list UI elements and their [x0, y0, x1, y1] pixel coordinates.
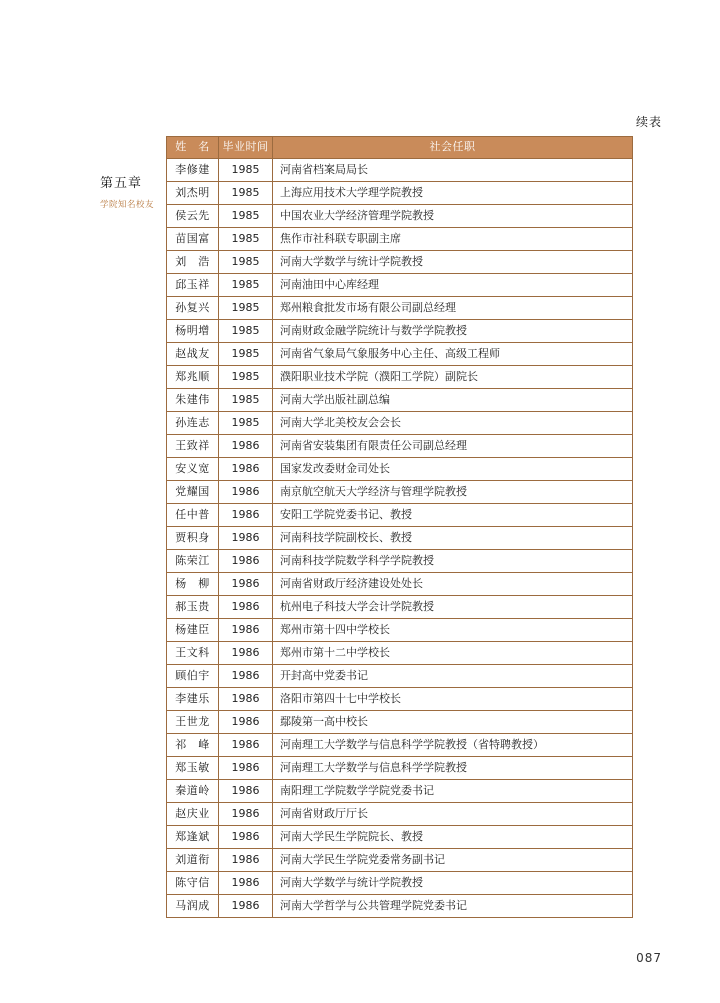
- cell-name: 孙连志: [167, 412, 219, 435]
- table-row: [167, 366, 633, 389]
- table-row: [167, 596, 633, 619]
- cell-graduation-year: 1986: [219, 803, 273, 826]
- cell-graduation-year: 1986: [219, 688, 273, 711]
- cell-position: 洛阳市第四十七中学校长: [273, 688, 633, 711]
- cell-position: 河南省档案局局长: [273, 159, 633, 182]
- page-number: 087: [636, 951, 662, 965]
- cell-graduation-year: 1986: [219, 504, 273, 527]
- cell-name: 朱建伟: [167, 389, 219, 412]
- cell-position: 河南省财政厅经济建设处处长: [273, 573, 633, 596]
- cell-name: 王世龙: [167, 711, 219, 734]
- cell-name: 侯云先: [167, 205, 219, 228]
- table-row: [167, 803, 633, 826]
- table-row: [167, 228, 633, 251]
- table-row: [167, 573, 633, 596]
- cell-graduation-year: 1986: [219, 573, 273, 596]
- cell-graduation-year: 1986: [219, 826, 273, 849]
- cell-graduation-year: 1986: [219, 711, 273, 734]
- cell-position: 河南大学民生学院党委常务副书记: [273, 849, 633, 872]
- cell-name: 苗国富: [167, 228, 219, 251]
- cell-graduation-year: 1986: [219, 435, 273, 458]
- cell-name: 安义宽: [167, 458, 219, 481]
- cell-name: 李修建: [167, 159, 219, 182]
- table-body: [167, 159, 633, 918]
- cell-position: 河南大学民生学院院长、教授: [273, 826, 633, 849]
- cell-position: 河南理工大学数学与信息科学学院教授: [273, 757, 633, 780]
- table-row: [167, 297, 633, 320]
- cell-name: 杨 柳: [167, 573, 219, 596]
- cell-name: 王文科: [167, 642, 219, 665]
- table-header-row: [167, 137, 633, 159]
- table-header: [167, 137, 633, 159]
- table-row: [167, 320, 633, 343]
- cell-name: 刘杰明: [167, 182, 219, 205]
- cell-name: 郑兆顺: [167, 366, 219, 389]
- cell-name: 任中普: [167, 504, 219, 527]
- cell-name: 郑逢斌: [167, 826, 219, 849]
- cell-graduation-year: 1986: [219, 665, 273, 688]
- cell-name: 孙复兴: [167, 297, 219, 320]
- cell-name: 祁 峰: [167, 734, 219, 757]
- table-row: [167, 780, 633, 803]
- cell-name: 郝玉贵: [167, 596, 219, 619]
- cell-position: 郑州市第十四中学校长: [273, 619, 633, 642]
- cell-name: 陈守信: [167, 872, 219, 895]
- column-header-graduation-year: 毕业时间: [219, 137, 273, 159]
- table-row: [167, 274, 633, 297]
- table-row: [167, 458, 633, 481]
- cell-graduation-year: 1986: [219, 734, 273, 757]
- cell-name: 党耀国: [167, 481, 219, 504]
- cell-position: 南京航空航天大学经济与管理学院教授: [273, 481, 633, 504]
- cell-graduation-year: 1986: [219, 527, 273, 550]
- table-row: [167, 849, 633, 872]
- cell-name: 李建乐: [167, 688, 219, 711]
- column-header-position: 社会任职: [273, 137, 633, 159]
- cell-position: 河南财政金融学院统计与数学学院教授: [273, 320, 633, 343]
- cell-position: 濮阳职业技术学院（濮阳工学院）副院长: [273, 366, 633, 389]
- cell-position: 河南大学数学与统计学院教授: [273, 872, 633, 895]
- table-row: [167, 412, 633, 435]
- table-row: [167, 895, 633, 918]
- cell-name: 秦道岭: [167, 780, 219, 803]
- table-row: [167, 435, 633, 458]
- chapter-subtitle: 学院知名校友: [100, 200, 155, 210]
- cell-position: 安阳工学院党委书记、教授: [273, 504, 633, 527]
- cell-graduation-year: 1986: [219, 849, 273, 872]
- cell-graduation-year: 1985: [219, 389, 273, 412]
- cell-position: 河南油田中心库经理: [273, 274, 633, 297]
- table-row: [167, 711, 633, 734]
- cell-graduation-year: 1985: [219, 205, 273, 228]
- cell-position: 河南大学哲学与公共管理学院党委书记: [273, 895, 633, 918]
- cell-graduation-year: 1985: [219, 159, 273, 182]
- cell-name: 杨明增: [167, 320, 219, 343]
- table-row: [167, 826, 633, 849]
- table-row: [167, 757, 633, 780]
- cell-name: 刘道衔: [167, 849, 219, 872]
- table-row: [167, 550, 633, 573]
- cell-graduation-year: 1986: [219, 596, 273, 619]
- table-row: [167, 619, 633, 642]
- cell-graduation-year: 1986: [219, 642, 273, 665]
- cell-position: 郑州市第十二中学校长: [273, 642, 633, 665]
- cell-position: 鄢陵第一高中校长: [273, 711, 633, 734]
- table-row: [167, 872, 633, 895]
- cell-position: 河南科技学院副校长、教授: [273, 527, 633, 550]
- cell-position: 中国农业大学经济管理学院教授: [273, 205, 633, 228]
- cell-position: 河南理工大学数学与信息科学学院教授（省特聘教授）: [273, 734, 633, 757]
- cell-position: 焦作市社科联专职副主席: [273, 228, 633, 251]
- cell-graduation-year: 1985: [219, 366, 273, 389]
- cell-name: 王致祥: [167, 435, 219, 458]
- cell-graduation-year: 1986: [219, 872, 273, 895]
- table-row: [167, 389, 633, 412]
- table-row: [167, 343, 633, 366]
- cell-position: 杭州电子科技大学会计学院教授: [273, 596, 633, 619]
- cell-graduation-year: 1985: [219, 182, 273, 205]
- cell-position: 河南大学出版社副总编: [273, 389, 633, 412]
- table-row: [167, 734, 633, 757]
- cell-graduation-year: 1985: [219, 228, 273, 251]
- cell-position: 河南大学数学与统计学院教授: [273, 251, 633, 274]
- cell-position: 河南省气象局气象服务中心主任、高级工程师: [273, 343, 633, 366]
- cell-position: 国家发改委财金司处长: [273, 458, 633, 481]
- cell-name: 邱玉祥: [167, 274, 219, 297]
- table-row: [167, 182, 633, 205]
- cell-name: 郑玉敏: [167, 757, 219, 780]
- table-row: [167, 251, 633, 274]
- cell-position: 河南大学北美校友会会长: [273, 412, 633, 435]
- cell-graduation-year: 1985: [219, 251, 273, 274]
- table-row: [167, 688, 633, 711]
- cell-name: 杨建臣: [167, 619, 219, 642]
- cell-name: 刘 浩: [167, 251, 219, 274]
- cell-position: 开封高中党委书记: [273, 665, 633, 688]
- table-row: [167, 642, 633, 665]
- column-header-name: 姓 名: [167, 137, 219, 159]
- table-row: [167, 205, 633, 228]
- table-row: [167, 504, 633, 527]
- cell-graduation-year: 1986: [219, 619, 273, 642]
- table-row: [167, 159, 633, 182]
- chapter-title: 第五章: [100, 176, 143, 191]
- table-row: [167, 481, 633, 504]
- cell-graduation-year: 1986: [219, 458, 273, 481]
- cell-graduation-year: 1986: [219, 550, 273, 573]
- cell-name: 赵庆业: [167, 803, 219, 826]
- cell-position: 郑州粮食批发市场有限公司副总经理: [273, 297, 633, 320]
- cell-name: 贾积身: [167, 527, 219, 550]
- cell-graduation-year: 1986: [219, 895, 273, 918]
- table-row: [167, 665, 633, 688]
- cell-position: 上海应用技术大学理学院教授: [273, 182, 633, 205]
- cell-graduation-year: 1985: [219, 274, 273, 297]
- cell-position: 河南科技学院数学科学学院教授: [273, 550, 633, 573]
- cell-graduation-year: 1985: [219, 320, 273, 343]
- alumni-table-container: [166, 136, 632, 918]
- cell-position: 河南省财政厅厅长: [273, 803, 633, 826]
- cell-graduation-year: 1986: [219, 481, 273, 504]
- continued-table-label: 续表: [635, 115, 662, 129]
- cell-name: 顾伯宇: [167, 665, 219, 688]
- cell-graduation-year: 1985: [219, 343, 273, 366]
- cell-name: 赵战友: [167, 343, 219, 366]
- cell-graduation-year: 1985: [219, 297, 273, 320]
- cell-name: 陈荣江: [167, 550, 219, 573]
- cell-graduation-year: 1986: [219, 780, 273, 803]
- cell-position: 南阳理工学院数学学院党委书记: [273, 780, 633, 803]
- cell-position: 河南省安装集团有限责任公司副总经理: [273, 435, 633, 458]
- table-row: [167, 527, 633, 550]
- cell-name: 马润成: [167, 895, 219, 918]
- alumni-table: [166, 136, 633, 918]
- cell-graduation-year: 1985: [219, 412, 273, 435]
- cell-graduation-year: 1986: [219, 757, 273, 780]
